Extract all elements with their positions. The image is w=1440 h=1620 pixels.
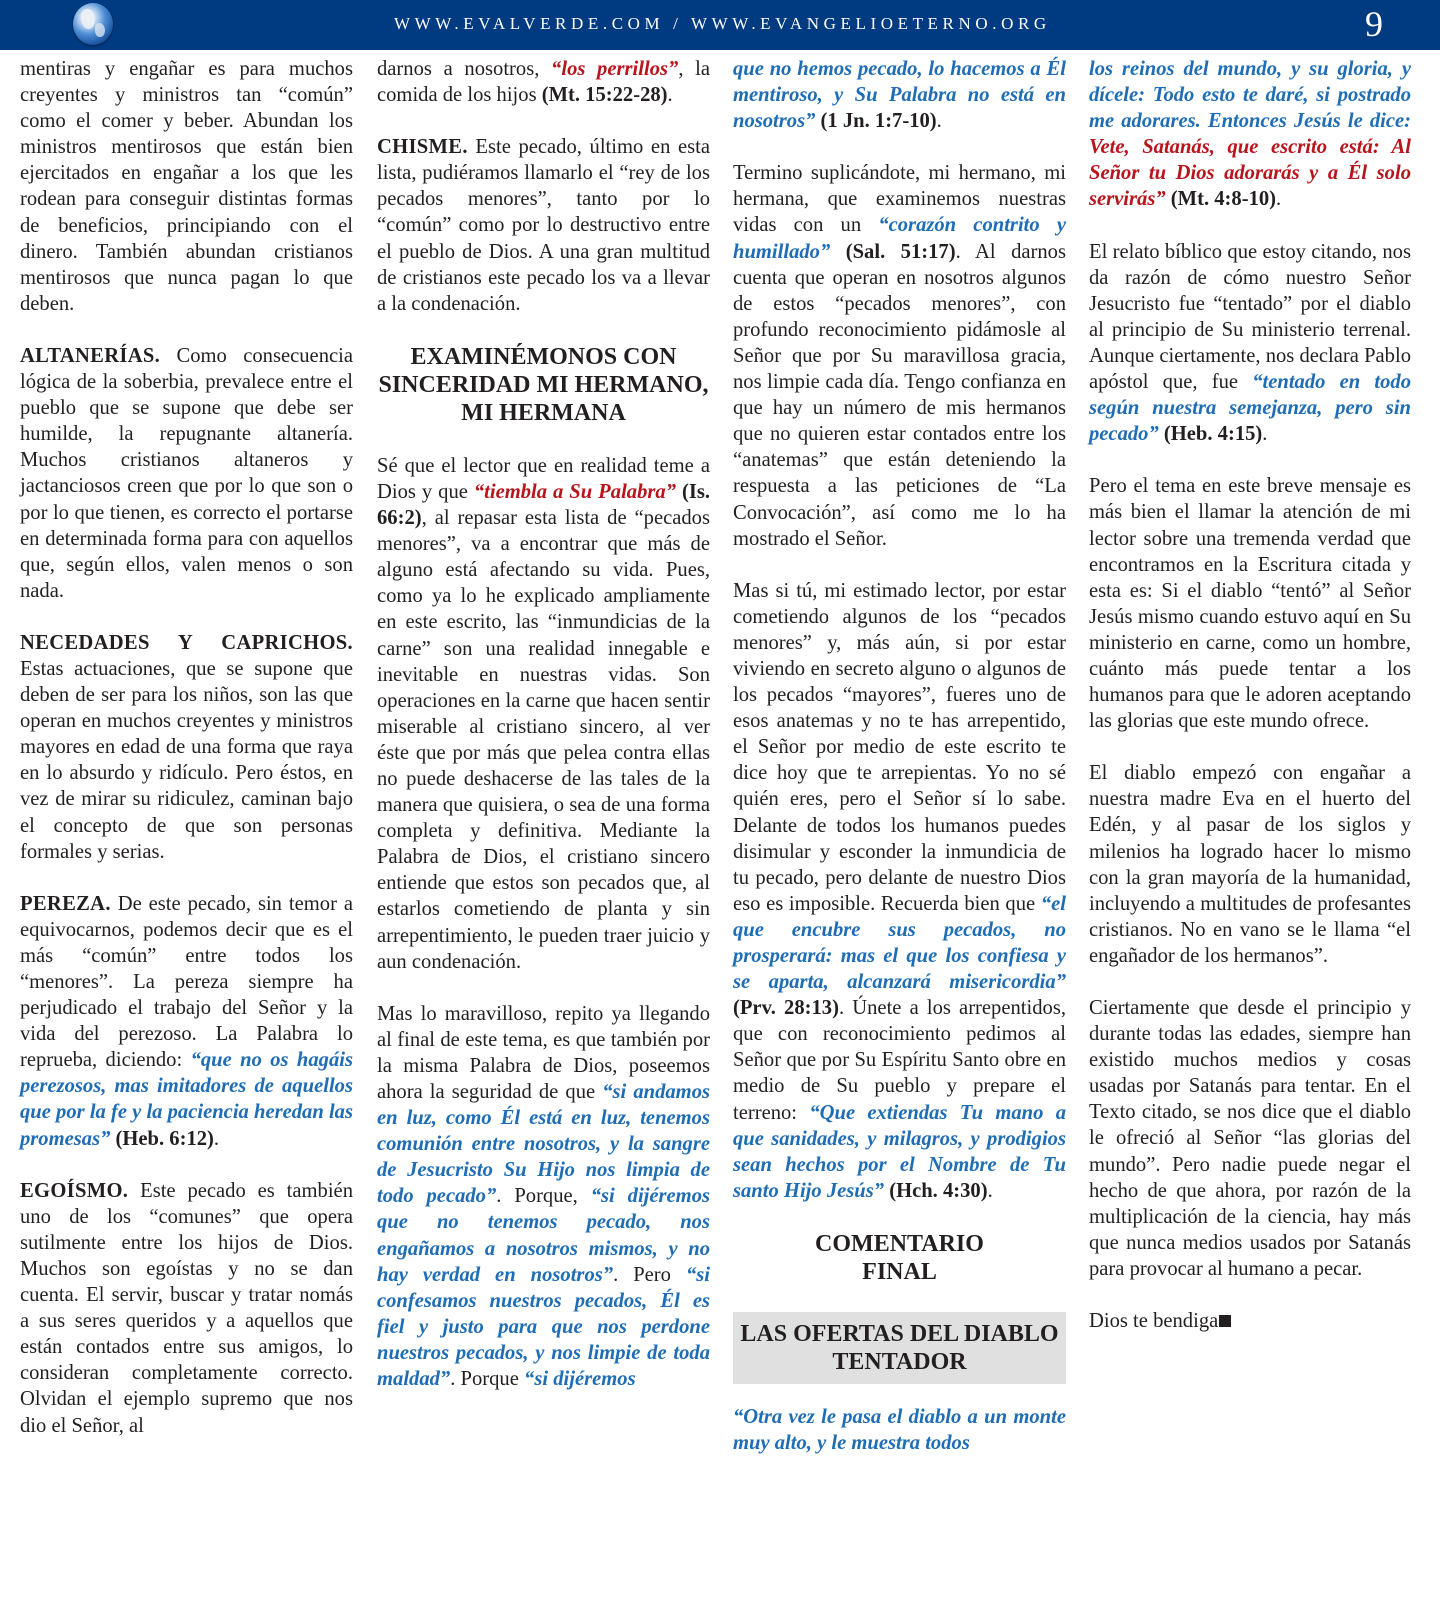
scripture-quote: “el que encubre sus pecados, no prosperará: mas el que los confiesa y se aparta, alcanzará misericordia” [733, 892, 1066, 994]
text: Mas lo maravilloso, repito ya llegando al final de este tema, es que también por la misma Palabra de Dios, poseemos ahora la seguridad de que [377, 1002, 710, 1103]
text: Termino suplicándote, mi hermano, mi hermana, que examinemos nuestras vidas con un [733, 162, 1066, 237]
globe-icon [73, 3, 113, 45]
section-egoismo [20, 1178, 353, 1439]
scripture-quote: “si dijéremos que no tenemos pecado, nos engañamos a nosotros mismos, y no hay verdad en nosotros” [377, 1185, 711, 1286]
scripture-reference: (Hch. 4:30) [884, 1179, 988, 1202]
paragraph-mentiras: mentiras y engañar es para muchos creyentes y ministros tan “común” como el comer y beber. Abundan los ministros mentirosos que están bien ejercitados en engañar a los que les rodean para conseguir distintas formas de beneficios, principiando con el dinero. También abundan cristianos mentirosos que nunca pagan lo que deben. [20, 58, 353, 315]
scripture-reference: (Sal. 51:17) [830, 240, 956, 263]
scripture-quote: “tiembla a Su Palabra” [473, 480, 676, 503]
text: Sé que el lector que en realidad teme a Dios y que [377, 454, 710, 503]
chisme-text: Este pecado, último en esta lista, pudiéramos llamarlo el “rey de los pecados menores”, tanto por lo “común” como por lo destructivo entre el pueblo de Dios. A una gran multitud de cristianos este pecado los va a llevar a la condenación. [377, 136, 710, 315]
page-number: 9 [1365, 4, 1383, 44]
scripture-reference: (Heb. 4:15) [1158, 423, 1263, 446]
scripture-quote-red: Vete, Satanás, que escrito está: Al Señor tu Dios adorarás y a Él solo servirás” [1089, 136, 1411, 211]
paragraph-eva: El diablo empezó con engañar a nuestra madre Eva en el huerto del Edén, y al pasar de los siglos y milenios ha logrado hacer lo mismo con la gran mayoría de la humanidad, incluyendo a multitudes de profesantes cristianos. No en vano se le llama “el engañador de los hermanos”. [1089, 762, 1411, 967]
text: , al repasar esta lista de “pecados menores”, va a encontrar que más de alguno está afectando su vida. Pues, como ya lo he explicado ampliamente en este escrito, las “inmundicias de la carne” son una realidad innegable e inevitable en nuestras vidas. Son operaciones en la carne que hacen sentir miserable al cristiano sincero, al ver éste que por más que pelea contra ellas no puede deshacerse de las tales de la manera que quisiera, o sea de una forma completa y definitiva. Mediante la Palabra de Dios, el cristiano sincero entiende que estos son pecados que, al estarlos cometiendo de planta y sin arrepentimiento, le pueden traer juicio y aun condenación. [377, 507, 710, 973]
punctuation: . [667, 84, 673, 107]
text: El relato bíblico que estoy citando, nos da razón de cómo nuestro Señor Jesucristo fue “tentado” por el diablo al principio de Su ministerio terrenal. Aunque ciertamente, nos declara Pablo apóstol que, fue [1089, 240, 1411, 394]
paragraph-ciertamente: Ciertamente que desde el principio y durante todas las edades, siempre han existido muchos medios y cosas usadas por Satanás para tentar. En el Texto citado, se nos dice que el diablo le ofreció al Señor “las glorias del mundo”. Pero nadie puede negar el hecho de que ahora, por razón de la multiplicación de la ciencia, hay más que nunca medios usados por Satanás para provocar al humano a pecar. [1089, 997, 1411, 1280]
keyword-egoismo: EGOÍSMO. [20, 1179, 129, 1202]
paragraph-maravilloso [377, 1001, 710, 1392]
text: . Pero [613, 1263, 686, 1286]
site-urls: WWW.EVALVERDE.COM / WWW.EVANGELIOETERNO.ORG [394, 14, 1051, 33]
pereza-text: De este pecado, sin temor a equivocarnos, podemos decir que es el más “común” entre todos los “menores”. La pereza siempre ha perjudicado el trabajo del Señor y la vida del perezoso. La Palabra lo reprueba, diciendo: [20, 892, 353, 1072]
paragraph-lector [377, 453, 710, 975]
punctuation: . [213, 1127, 220, 1150]
scripture-quote: “que no os hagáis perezosos, mas imitadores de aquellos que por la fe y la paciencia heredan las promesas” [20, 1049, 354, 1150]
column-4 [1089, 56, 1411, 1334]
section-heading-examinemonos: EXAMINÉMONOS CON SINCERIDAD MI HERMANO, MI HERMANA [378, 343, 709, 426]
scripture-quote: “corazón contrito y humillado” [733, 214, 1066, 263]
punctuation: . [936, 110, 942, 133]
scripture-quote: “tentado en todo según nuestra semejanza, pero sin pecado” [1089, 371, 1411, 446]
scripture-quote: “si andamos en luz, como Él está en luz, tenemos comunión entre nosotros, y la sangre de Jesucristo Su Hijo nos limpia de todo pecado” [377, 1081, 711, 1208]
paragraph-otra-vez [733, 1404, 1066, 1456]
scripture-reference: (Prv. 28:13) [733, 997, 839, 1020]
section-heading-ofertas-diablo: LAS OFERTAS DEL DIABLO TENTADOR [733, 1312, 1066, 1384]
scripture-quote: que no hemos pecado, lo hacemos a Él mentiroso, y Su Palabra no está en nosotros” [733, 58, 1066, 133]
text: . Porque, [496, 1185, 591, 1208]
text: . Al darnos cuenta que operan en nosotros algunos de estos “pecados menores”, con profundo reconocimiento pidámosle al Señor que por Su maravillosa gracia, nos limpie cada día. Tengo confianza en que hay un número de mis hermanos que no quieren estar contados entre los “anatemas” que están deteniendo la respuesta a las peticiones de “La Convocación”, así como me lo ha mostrado el Señor. [733, 240, 1066, 550]
section-chisme [377, 134, 710, 317]
keyword-necedades: NECEDADES Y CAPRICHOS. [20, 631, 353, 654]
paragraph-mt4 [1089, 56, 1411, 213]
necedades-text: Estas actuaciones, que se supone que deben de ser para los niños, son las que operan en muchos creyentes y ministros mayores en edad de una forma que raya en lo absurdo y ridículo. Pero éstos, en vez de mirar su ridiculez, caminan bajo el concepto de que son personas formales y serias. [20, 657, 353, 863]
section-pereza [20, 891, 353, 1152]
end-mark-icon [1219, 1315, 1231, 1327]
section-altanerias [20, 343, 353, 604]
page-header [0, 0, 1440, 50]
text: , la comida de los hijos [377, 58, 711, 107]
punctuation: . [1276, 188, 1282, 211]
column-3 [733, 56, 1066, 1456]
punctuation: . [987, 1179, 993, 1202]
scripture-reference: (Mt. 4:8-10) [1165, 188, 1277, 211]
scripture-quote: los reinos del mundo, y su gloria, y dícele: Todo esto te daré, si postrado me adorares. Entonces Jesús le dice: [1089, 58, 1411, 133]
keyword-chisme: CHISME. [377, 136, 468, 159]
keyword-altanerias: ALTANERÍAS. [20, 344, 161, 367]
scripture-quote: “Que extiendas Tu mano a que sanidades, y milagros, y prodigios sean hechos por el Nombre de Tu santo Hijo Jesús” [733, 1101, 1067, 1202]
scripture-reference: (Heb. 6:12) [110, 1127, 214, 1150]
section-necedades [20, 630, 353, 865]
scripture-reference: (Is. 66:2) [377, 480, 711, 530]
paragraph-relato [1089, 239, 1411, 448]
paragraph-mas-si-tu [733, 578, 1066, 1204]
paragraph-termino [733, 160, 1066, 551]
punctuation: . [1262, 423, 1268, 446]
closing-text: Dios te bendiga [1089, 1310, 1219, 1333]
scripture-reference: (Mt. 15:22-28) [541, 84, 668, 107]
text: Mas si tú, mi estimado lector, por estar cometiendo algunos de los “pecados menores” y, más aún, si por estar viviendo en secreto alguno o algunos de los pecados “mayores”, fueres uno de esos anatemas y no te has arrepentido, el Señor por medio de este escrito te dice hoy que te arrepientas. Yo no sé quién eres, pero el Señor sí lo sabe. Delante de todos los humanos puedes disimular y esconder la inmundicia de tu pecado, pero delante de nuestro Dios eso es imposible. Recuerda bien que [733, 579, 1066, 915]
paragraph-tema: Pero el tema en este breve mensaje es más bien el llamar la atención de mi lector sobre una tremenda verdad que encontramos en la Escritura citada y esta es: Si el diablo “tentó” al Señor Jesús mismo cuando estuvo aquí en Su ministerio en carne, como un hombre, cuánto más puede tentar a los humanos para que le adoren aceptando las glorias que este mundo ofrece. [1089, 475, 1411, 733]
text: darnos a nosotros, [377, 58, 552, 80]
text: . Únete a los arrepentidos, que con reconocimiento pedimos al Señor que por Su Espíritu Santo obre en medio de Su pueblo y prepare el terreno: [733, 997, 1066, 1124]
scripture-quote: “los perrillos” [551, 58, 679, 80]
paragraph-1jn [733, 56, 1066, 134]
closing-line [1089, 1308, 1411, 1334]
column-2 [377, 56, 710, 1392]
text: . Porque [450, 1368, 525, 1391]
altanerias-text: Como consecuencia lógica de la soberbia, prevalece entre el pueblo que se supone que debe ser humilde, la repugnante altanería. Muchos cristianos altaneros y jactanciosos creen que por lo que son o por lo que tienen, es correcto el portarse en determinada forma para con aquellos que, según ellos, valen menos o son nada. [20, 344, 353, 602]
scripture-quote: “si confesamos nuestros pecados, Él es fiel y justo para que nos perdone nuestros pecados, y nos limpie de toda maldad” [377, 1263, 710, 1391]
section-heading-comentario-final: COMENTARIO FINAL [815, 1230, 984, 1285]
egoismo-text: Este pecado es también uno de los “comunes” que opera sutilmente entre los hijos de Dios. Muchos son egoístas y no se dan cuenta. El servir, buscar y tratar nomás a sus seres queridos y a aquellos que están contados entre sus amigos, lo consideran completamente correcto. Olvidan el ejemplo supremo que nos dio el Señor, al [20, 1179, 353, 1437]
keyword-pereza: PEREZA. [20, 892, 111, 915]
paragraph-perrillos [377, 56, 710, 108]
scripture-quote: “si dijéremos [524, 1368, 636, 1391]
column-1 [20, 56, 353, 1439]
scripture-reference: (1 Jn. 1:7-10) [815, 110, 937, 133]
scripture-quote: “Otra vez le pasa el diablo a un monte muy alto, y le muestra todos [733, 1405, 1066, 1455]
